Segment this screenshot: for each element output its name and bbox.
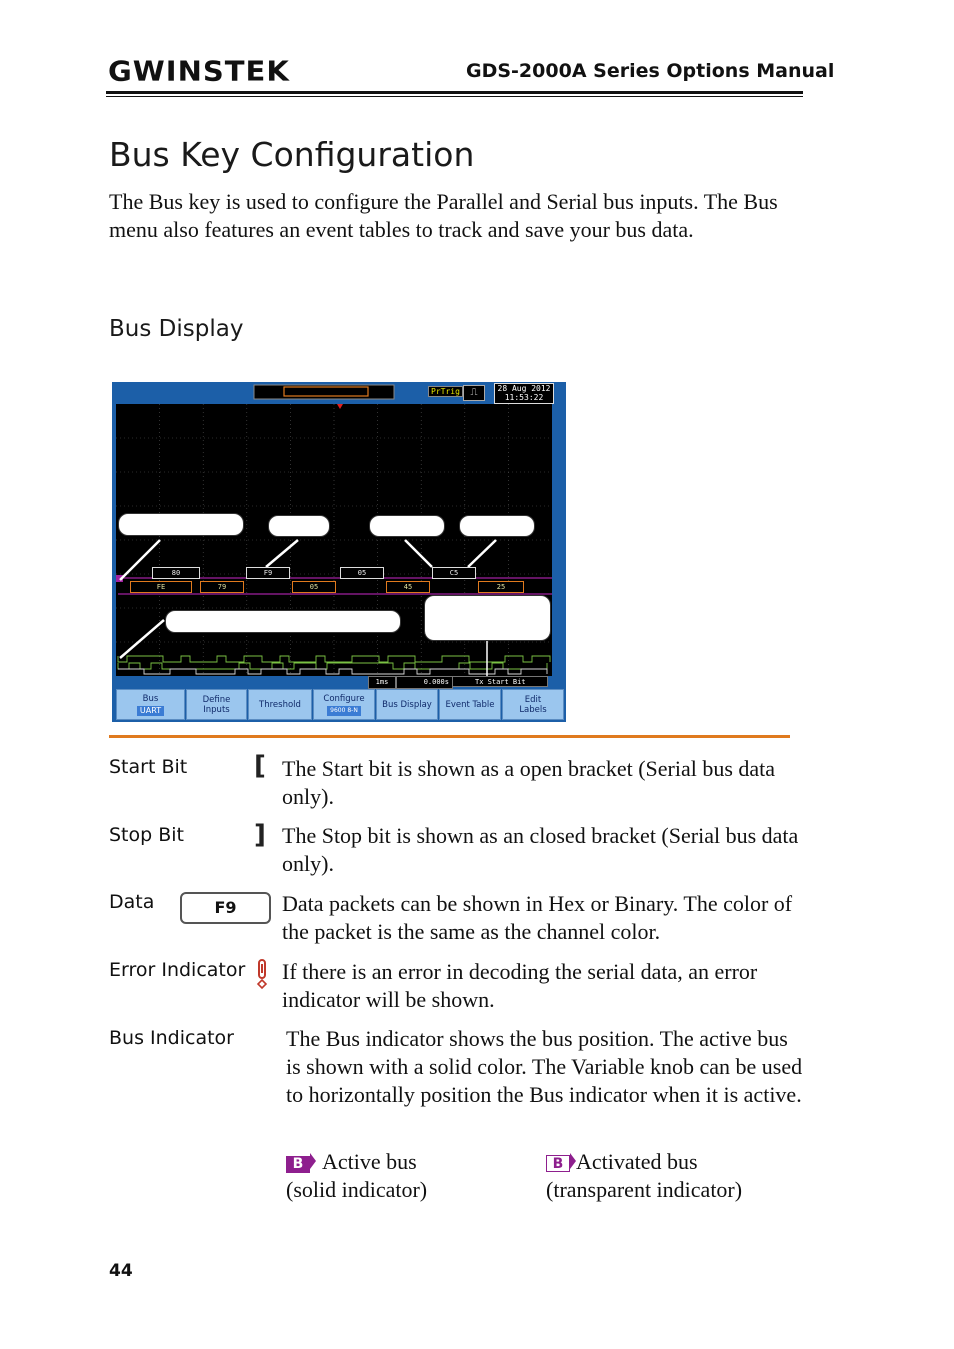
header-rule — [106, 91, 803, 94]
softkey-label: Bus Display — [382, 699, 432, 710]
trigger-source-readout: Tx Start Bit — [452, 676, 548, 687]
activated-bus-note: (transparent indicator) — [546, 1177, 743, 1202]
softkey-bus[interactable] — [116, 689, 185, 720]
activated-bus-label: Activated bus — [576, 1149, 698, 1174]
softkey-label: Threshold — [259, 699, 301, 710]
data-packet: 05 — [340, 567, 384, 579]
term-data: Data — [109, 891, 155, 913]
active-bus-note: (solid indicator) — [286, 1177, 428, 1202]
term-start-bit: Start Bit — [109, 756, 188, 778]
softkey-label: Define Inputs — [202, 694, 231, 715]
softkey-define-inputs[interactable] — [186, 689, 247, 720]
data-packet-sample: F9 — [180, 892, 271, 924]
softkey-label: Event Table — [445, 699, 495, 710]
desc-data: Data packets can be shown in Hex or Binary. The color of the packet is the same as the channel color. — [282, 891, 793, 944]
softkey-threshold[interactable] — [248, 689, 312, 720]
trigger-edge-icon: ⎍ — [463, 385, 485, 401]
desc-start-bit: The Start bit is shown as a open bracket (Serial bus data only). — [282, 756, 776, 809]
softkey-value: 9600 8-N — [327, 706, 361, 716]
callout-bus-indicator — [165, 610, 401, 633]
softkey-edit-labels[interactable] — [502, 689, 564, 720]
date-text: 28 Aug 2012 — [497, 384, 551, 393]
bus-indicator-transparent-icon: B — [546, 1155, 570, 1172]
softkey-event-table[interactable] — [439, 689, 501, 720]
intro-paragraph: The Bus key is used to configure the Parallel and Serial bus inputs. The Bus menu also features an event tables to track and save your bus data. — [109, 189, 778, 242]
callout-data — [369, 515, 445, 537]
desc-stop-bit: The Stop bit is shown as an closed bracket (Serial bus data only). — [282, 823, 799, 876]
data-packet: 79 — [200, 581, 244, 593]
data-packet: F9 — [246, 567, 290, 579]
softkey-label: Bus — [142, 693, 159, 704]
active-bus-label: Active bus — [322, 1149, 417, 1174]
date-time-readout — [494, 383, 554, 404]
data-packet: FE — [130, 581, 192, 593]
section-title: Bus Key Configuration — [109, 135, 475, 174]
manual-title: GDS-2000A Series Options Manual — [466, 60, 835, 82]
softkey-label: Edit Labels — [519, 694, 547, 715]
brand-logo: GWINSTEK — [108, 54, 290, 88]
activated-bus-example — [546, 1148, 742, 1204]
softkey-menu — [114, 689, 564, 720]
active-bus-example — [286, 1148, 427, 1204]
subheading: Bus Display — [109, 316, 244, 342]
table-top-rule — [109, 735, 790, 738]
softkey-configure[interactable] — [313, 689, 375, 720]
bus-pointer-icon — [310, 1153, 316, 1169]
data-packet: C5 — [432, 567, 476, 579]
time-text: 11:53:22 — [504, 393, 544, 402]
error-indicator-icon — [256, 958, 268, 992]
scope-display — [112, 382, 566, 722]
softkey-label: Configure — [323, 693, 365, 704]
stop-bit-icon: ] — [254, 820, 266, 850]
desc-bus-indicator: The Bus indicator shows the bus position. The active bus is shown with a solid color. The Variable knob can be used to horizontally position the Bus indicator when it is active. — [286, 1026, 803, 1107]
term-stop-bit: Stop Bit — [109, 824, 184, 846]
callout-error-indicator — [459, 515, 535, 537]
desc-error-indicator: If there is an error in decoding the serial data, an error indicator will be shown. — [282, 959, 758, 1012]
callout-start-bit — [118, 513, 244, 536]
header-rule-thin — [106, 96, 803, 97]
start-bit-icon: [ — [254, 751, 266, 781]
softkey-bus-display[interactable] — [376, 689, 438, 720]
term-error-indicator: Error Indicator — [109, 959, 246, 981]
bus-indicator-solid-icon: B — [286, 1156, 310, 1173]
data-packet: 45 — [386, 581, 430, 593]
callout-stop-bit — [268, 515, 330, 537]
data-packet: 05 — [292, 581, 336, 593]
trigger-status: PrTrig — [428, 386, 463, 397]
data-packet: 25 — [478, 581, 524, 593]
data-packet: 80 — [152, 567, 200, 579]
timebase-readout: 1ms — [368, 676, 396, 689]
page-number: 44 — [109, 1261, 133, 1281]
term-bus-indicator: Bus Indicator — [109, 1027, 234, 1049]
position-readout: 0.000s — [396, 676, 453, 689]
oscilloscope-screenshot — [112, 382, 566, 722]
softkey-value: UART — [137, 706, 164, 716]
callout-trigger — [424, 595, 551, 641]
